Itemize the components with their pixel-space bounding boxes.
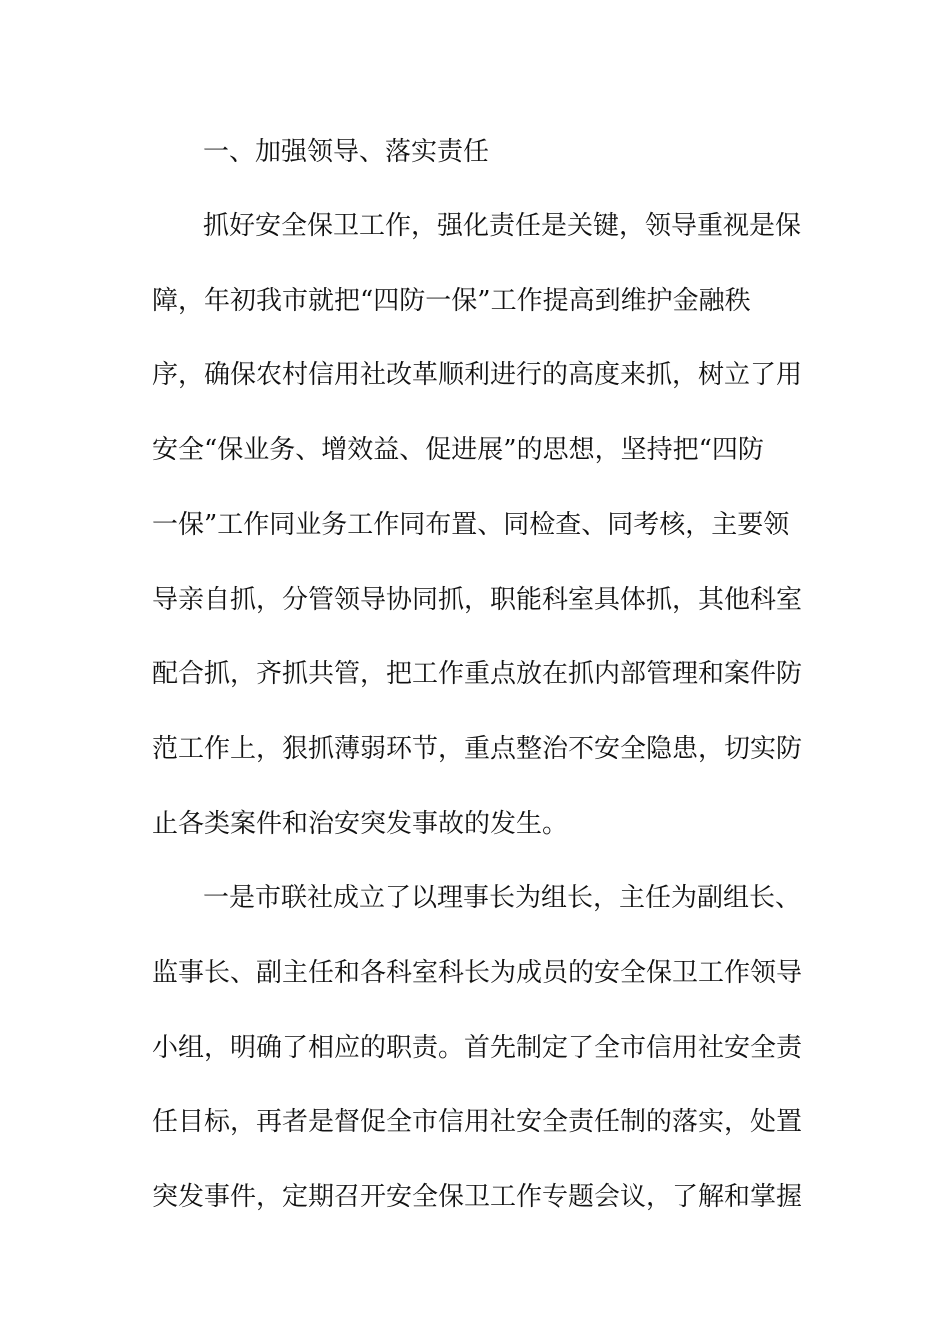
paragraph-line: 一是市联社成立了以理事长为组长，主任为副组长、 <box>203 883 802 913</box>
paragraph-line: 监事长、副主任和各科室科长为成员的安全保卫工作领导 <box>152 958 803 988</box>
paragraph-line: 序，确保农村信用社改革顺利进行的高度来抓，树立了用 <box>152 360 803 390</box>
paragraph-line: 小组，明确了相应的职责。首先制定了全市信用社安全责 <box>152 1033 803 1063</box>
paragraph-line: 任目标，再者是督促全市信用社安全责任制的落实，处置 <box>152 1107 803 1137</box>
paragraph-line: 障，年初我市就把“四防一保”工作提高到维护金融秩 <box>152 286 751 316</box>
section-heading: 一、加强领导、落实责任 <box>203 137 490 167</box>
paragraph-line: 一保”工作同业务工作同布置、同检查、同考核，主要领 <box>152 510 790 540</box>
paragraph-line: 导亲自抓，分管领导协同抓，职能科室具体抓，其他科室 <box>152 585 803 615</box>
paragraph-line: 配合抓，齐抓共管，把工作重点放在抓内部管理和案件防 <box>152 659 803 689</box>
paragraph-line: 范工作上，狠抓薄弱环节，重点整治不安全隐患，切实防 <box>152 734 803 764</box>
paragraph-line: 止各类案件和治安突发事故的发生。 <box>152 809 569 839</box>
paragraph-line: 突发事件，定期召开安全保卫工作专题会议，了解和掌握 <box>152 1182 803 1212</box>
paragraph-line: 抓好安全保卫工作，强化责任是关键，领导重视是保 <box>203 211 802 241</box>
paragraph-line: 安全“保业务、增效益、促进展”的思想，坚持把“四防 <box>152 435 764 465</box>
